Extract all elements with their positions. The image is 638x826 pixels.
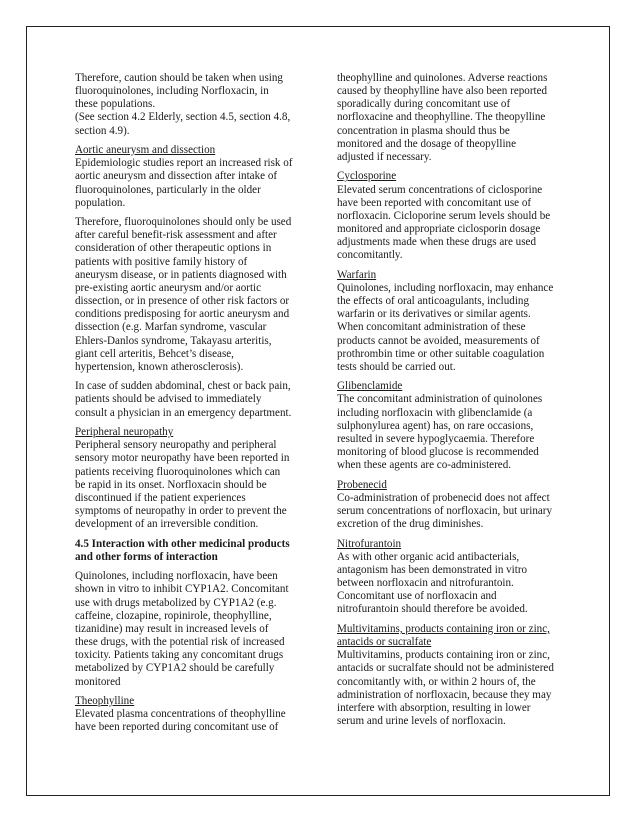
paragraph	[75, 570, 307, 688]
text-line: conditions predisposing for aortic aneurysm and	[75, 308, 290, 321]
text-line: symptoms of neuropathy in order to prevent the	[75, 505, 287, 518]
text-line: these drugs, with the potential risk of increased	[75, 636, 285, 649]
text-line: be rapid in its onset. Norfloxacin should be	[75, 478, 267, 491]
subsection-heading: Aortic aneurysm and dissection	[75, 144, 216, 157]
right-column	[337, 72, 569, 734]
text-line: Peripheral sensory neuropathy and peripheral	[75, 439, 277, 452]
text-line: development of an irreversible condition.	[75, 518, 259, 531]
text-line: the effects of oral anticoagulants, including	[337, 295, 530, 308]
text-line: concomitantly with, or within 2 hours of, the	[337, 675, 536, 688]
text-line: aneurysm disease, or in patients diagnosed with	[75, 268, 287, 281]
left-column	[75, 72, 307, 741]
text-line: consult a physician in an emergency department.	[75, 406, 292, 419]
text-line: sensory motor neuropathy have been reported in	[75, 452, 290, 465]
text-line: dissection, or in presence of other risk factors or	[75, 295, 290, 308]
subsection	[337, 623, 569, 728]
text-line: caffeine, clozapine, ropinirole, theophylline,	[75, 609, 272, 622]
text-line: Concomitant use of norfloxacin and	[337, 590, 497, 603]
text-line: dissection (e.g. Marfan syndrome, vascular	[75, 321, 267, 334]
text-line: serum concentrations of norfloxacin, but urinary	[337, 505, 553, 518]
text-line: adjusted if necessary.	[337, 150, 432, 163]
text-line: these populations.	[75, 98, 156, 111]
text-line: concomitantly.	[337, 249, 403, 262]
subsection-heading: Cyclosporine	[337, 170, 397, 183]
text-line: caused by theophylline have also been reported	[337, 85, 548, 98]
text-line: toxicity. Patients taking any concomitant drugs	[75, 649, 284, 662]
text-line: giant cell arteritis, Behcet’s disease,	[75, 347, 234, 360]
subsection-heading: Warfarin	[337, 268, 377, 281]
subsection-heading: Multivitamins, products containing iron or zinc,	[337, 622, 550, 635]
subsection-heading: Glibenclamide	[337, 380, 403, 393]
text-line: Co-administration of probenecid does not affect	[337, 491, 550, 504]
text-line: patients with positive family history of	[75, 255, 248, 268]
text-line: interfere with absorption, resulting in lower	[337, 701, 531, 714]
subsection-heading: Nitrofurantoin	[337, 537, 402, 550]
text-line: Multivitamins, products containing iron or zinc,	[337, 649, 550, 662]
subsection	[337, 269, 569, 374]
text-line: tests should be carried out.	[337, 360, 456, 373]
text-line: serum and urine levels of norfloxacin.	[337, 714, 506, 727]
text-line: Ehlers-Danlos syndrome, Takayasu arteritis,	[75, 334, 272, 347]
text-line: excretion of the drug diminishes.	[337, 518, 484, 531]
text-line: Quinolones, including norfloxacin, have been	[75, 570, 278, 583]
text-line: sporadically during concomitant use of	[337, 98, 511, 111]
text-line: consideration of other therapeutic options in	[75, 242, 272, 255]
text-line: administration of norfloxacin, because they may	[337, 688, 552, 701]
text-line: have been reported during concomitant use of	[75, 721, 279, 734]
text-line: monitoring of blood glucose is recommended	[337, 446, 539, 459]
text-line: prothrombin time or other suitable coagulation	[337, 347, 545, 360]
subsection-heading: Probenecid	[337, 478, 387, 491]
paragraph	[75, 72, 307, 138]
subsection	[75, 144, 307, 210]
text-line: fluoroquinolones, including Norfloxacin, in	[75, 85, 269, 98]
subsection	[337, 538, 569, 617]
text-line: Elevated serum concentrations of ciclosporine	[337, 183, 543, 196]
subsection	[337, 479, 569, 532]
text-line: (See section 4.2 Elderly, section 4.5, section 4.8,	[75, 111, 291, 124]
text-line: tizanidine) may result in increased levels of	[75, 622, 269, 635]
text-line: The concomitant administration of quinolones	[337, 393, 543, 406]
text-line: monitored and appropriate ciclosporin dosage	[337, 223, 541, 236]
text-line: patients receiving fluoroquinolones which can	[75, 465, 281, 478]
subsection-heading: Theophylline	[75, 694, 135, 707]
text-line: when these agents are co-administered.	[337, 459, 512, 472]
text-line: norfloxacin. Cicloporine serum levels should be	[337, 209, 551, 222]
text-line: monitored	[75, 675, 121, 688]
text-line: section 4.9).	[75, 124, 130, 137]
text-line: Therefore, fluoroquinolones should only be used	[75, 216, 292, 229]
subsection	[75, 426, 307, 531]
text-line: antagonism has been demonstrated in vitro	[337, 563, 528, 576]
text-line: As with other organic acid antibacterials,	[337, 550, 520, 563]
text-line: theophylline and quinolones. Adverse reactions	[337, 72, 548, 84]
text-line: concentration in plasma should thus be	[337, 124, 510, 137]
subsection	[337, 170, 569, 262]
text-line: fluoroquinolones, particularly in the older	[75, 183, 261, 196]
paragraph	[75, 380, 307, 419]
text-line: norfloxacine and theophylline. The theopylline	[337, 111, 546, 124]
text-line: In case of sudden abdominal, chest or back pain,	[75, 380, 291, 393]
paragraph	[75, 216, 307, 374]
paragraph	[337, 72, 569, 164]
text-line: between norfloxacin and nitrofurantoin.	[337, 577, 514, 590]
text-line: pre-existing aortic aneurysm and/or aortic	[75, 281, 262, 294]
text-line: including norfloxacin with glibenclamide (a	[337, 406, 533, 419]
subsection	[75, 695, 307, 734]
text-line: aortic aneurysm and dissection after intake of	[75, 170, 278, 183]
text-line: population.	[75, 196, 126, 209]
text-line: resulted in severe hypoglycaemia. Therefore	[337, 432, 535, 445]
page-border	[26, 26, 610, 796]
text-line: Quinolones, including norfloxacin, may enhance	[337, 281, 554, 294]
text-line: adjustments made when these drugs are used	[337, 236, 537, 249]
text-line: hypertension, known atherosclerosis).	[75, 360, 244, 373]
text-line: Elevated plasma concentrations of theophylline	[75, 708, 286, 721]
text-line: after careful benefit-risk assessment and after	[75, 229, 277, 242]
section-heading-line: 4.5 Interaction with other medicinal products	[75, 537, 290, 550]
text-line: Epidemiologic studies report an increased risk of	[75, 157, 293, 170]
text-line: monitored and the dosage of theopylline	[337, 137, 516, 150]
section-heading	[75, 538, 307, 564]
text-line: products cannot be avoided, measurements of	[337, 334, 540, 347]
text-line: antacids or sucralfate should not be administered	[337, 662, 554, 675]
text-line: nitrofurantoin should therefore be avoided.	[337, 603, 528, 616]
text-line: Therefore, caution should be taken when using	[75, 72, 283, 84]
subsection-heading: Peripheral neuropathy	[75, 426, 174, 439]
text-line: shown in vitro to inhibit CYP1A2. Concomitant	[75, 583, 289, 596]
section-heading-line: and other forms of interaction	[75, 550, 218, 563]
text-line: discontinued if the patient experiences	[75, 491, 246, 504]
text-line: sulphonylurea agent) has, on rare occasions,	[337, 419, 534, 432]
text-line: have been reported with concomitant use of	[337, 196, 532, 209]
text-line: use with drugs metabolized by CYP1A2 (e.g.	[75, 596, 277, 609]
subsection	[337, 380, 569, 472]
subsection-heading: antacids or sucralfate	[337, 636, 432, 649]
text-line: metabolized by CYP1A2 should be carefully	[75, 662, 275, 675]
text-line: warfarin or its derivatives or similar agents.	[337, 308, 531, 321]
text-line: patients should be advised to immediately	[75, 393, 262, 406]
text-line: When concomitant administration of these	[337, 321, 526, 334]
